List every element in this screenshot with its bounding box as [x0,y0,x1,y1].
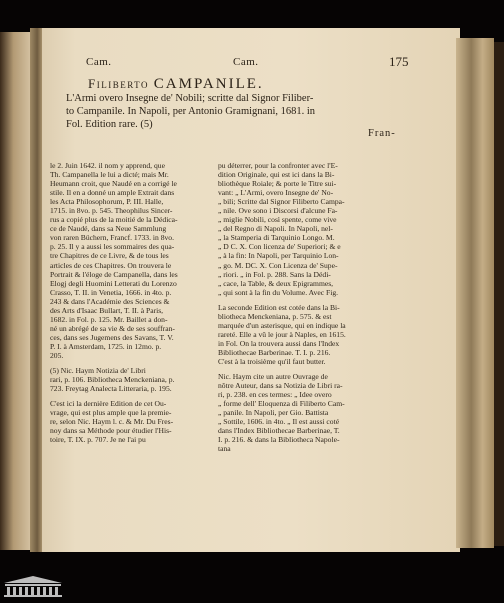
text-line: (5) Nic. Haym Notizia de' Libri [50,366,146,376]
paragraph [218,161,378,297]
entry-intro [66,92,396,131]
text-line: noy dans sa Méthode pour étudier l'His- [50,426,172,436]
text-line: re, selon Nic. Haym l. c. & Mr. Du Fres- [50,417,174,427]
text-line: Nic. Haym cite un autre Ouvrage de [218,372,328,382]
running-head-left: Cam. [86,56,112,68]
text-line: des Arts d'Isaac Bullart, T. II. à Paris, [50,305,164,315]
text-line: les Acta Philosophorum, P. III. Halle, [50,197,164,207]
paragraph [50,161,208,360]
text-line: Elogj degli Huomini Letterati du Lorenzo [50,278,177,288]
text-line: stile. Il en a donné un ample Extrait dans [50,188,175,198]
text-line: I. p. 216. & dans la Bibliotheca Napole- [218,435,340,445]
text-line: Heumann croit, que Naudé en a corrigé le [50,179,177,189]
text-line: bliothèque Roiale; & porte le Titre sui- [218,179,337,189]
paragraph [218,303,378,366]
left-page-edge [0,32,30,550]
text-line: Portrait & l'éloge de Campanella, dans les [50,269,178,279]
text-line: „ go. M. DC. X. Con Licenza de' Supe- [218,260,338,270]
paragraph [218,372,378,453]
text-line: „ la Stamperia di Tarquinio Longo. M. [218,233,335,243]
running-head-center: Cam. [233,56,259,68]
text-line: dition Originale, qui est ici dans la Bi- [218,170,335,180]
text-line: 723. Freytag Analecta Litteraria, p. 195. [50,384,172,394]
right-text-column [218,161,378,459]
intro-line: to Campanile. In Napoli, per Antonio Gramignani, 1681. in [66,106,316,117]
text-line: ri, p. 238. en ces termes: „ Idee overo [218,390,332,400]
text-line: vrage, qui est plus ample que la premie- [50,408,172,418]
text-line: 1715. in 8vo. p. 545. Theophilus Sincer- [50,206,173,216]
text-line: rari, p. 106. Bibliotheca Menckeniana, p. [50,375,175,385]
text-line: P. I. à Amsterdam, 1725. in 12mo. p. [50,341,162,351]
book-cover-edge [494,42,504,546]
left-text-column [50,161,208,450]
text-line: bliotheca Menckeniana, p. 575. & est [218,311,332,321]
text-line: „ D C. X. Con licenza de' Superiori; & e [218,242,341,252]
text-line: rus a copié plus de la moitié de la Dédica- [50,215,178,225]
text-line: „ cace, la Table, & deux Epigrammes, [218,278,334,288]
title-surname: CAMPANILE. [153,76,264,92]
text-line: „ forme dell' Eloquenza di Filiberto Cam- [218,399,345,409]
text-line: Th. Campanella le lui a dicté; mais Mr. [50,170,169,180]
text-line: tana [218,444,231,454]
entry-title [88,76,264,93]
text-line: „ nile. Ove sono i Discorsi d'alcune Fa- [218,206,338,216]
text-line: rareté. Elle a vû le jour à Naples, en 1615. [218,329,346,339]
text-line: von raren Büchern, Francf. 1733. in 8vo. [50,233,174,243]
page-stack-edge [456,38,494,548]
text-line: „ bili; Scritte dal Signor Filiberto Campa- [218,197,345,207]
text-line: „ riori. „ in Fol. p. 288. Sans la Dédi- [218,269,331,279]
text-line: in Fol. On la trouvera aussi dans l'Index [218,338,340,348]
text-line: C'est ici la dernière Edition de cet Ou- [50,399,167,409]
paragraph [50,399,208,444]
text-line: ce de Naudé, dans sa Neue Sammlung [50,224,167,234]
text-line: 243 & dans l'Académie des Sciences & [50,296,170,306]
intro-line: Fol. Edition rare. (5) [66,119,153,130]
text-line: ces, dans ses Jugemens des Savans, T. V. [50,332,174,342]
text-line: p. 25. Il y a aussi les sommaires des qua- [50,242,175,252]
library-logo [2,574,64,598]
catchword: Fran- [368,128,396,139]
text-line: Crasso, T. II. in Venetia, 1666. in 4to. p. [50,287,172,297]
text-line: „ miglie Nobili, così spente, come vive [218,215,337,225]
text-line: „ Sottile, 1606. in 4to. „ Il est aussi coté [218,417,340,427]
text-line: dans l'Index Bibliothecae Barberinae, T. [218,426,340,436]
text-line: „ qui sont à la fin du Volume. Avec Fig. [218,287,339,297]
text-line: vant: „ L'Armi, overo Insegne de' No- [218,188,334,198]
text-line: Bibliothecae Barberinae. T. I. p. 216. [218,347,331,357]
intro-line: L'Armi overo Insegne de' Nobili; scritte dal Signor Filiber- [66,93,314,104]
text-line: articles de ces Chapitres. On trouvera le [50,260,172,270]
text-line: C'est à la troisième qu'il faut butter. [218,356,326,366]
text-line: tre Chapitres de ce Livre, & de tous les [50,251,169,261]
text-line: 1682. in Fol. p. 125. Mr. Baillet a don- [50,314,168,324]
text-line: toire, T. IX. p. 707. Je ne l'ai pu [50,435,146,445]
paragraph [50,366,208,393]
text-line: „ panile. In Napoli, per Gio. Battista [218,408,329,418]
text-line: nôtre Auteur, dans sa Notizia de Libri ra- [218,381,343,391]
text-line: né un abrégé de sa vie & de ses souffran- [50,323,175,333]
text-line: La seconde Edition est cotée dans la Bi- [218,302,340,312]
text-line: „ à la fin: In Napoli, per Tarquinio Lon- [218,251,339,261]
text-line: marquée d'un asterisque, qui en indique la [218,320,346,330]
text-line: 205. [50,350,64,360]
book-gutter [30,28,42,552]
text-line: pu déterrer, pour la confronter avec l'E- [218,161,338,170]
text-line: le 2. Juin 1642. il nom y apprend, que [50,161,165,170]
text-line: „ del Regno di Napoli. In Napoli, nel- [218,224,333,234]
page-number: 175 [389,54,409,69]
title-first-name: Filiberto [88,76,150,91]
